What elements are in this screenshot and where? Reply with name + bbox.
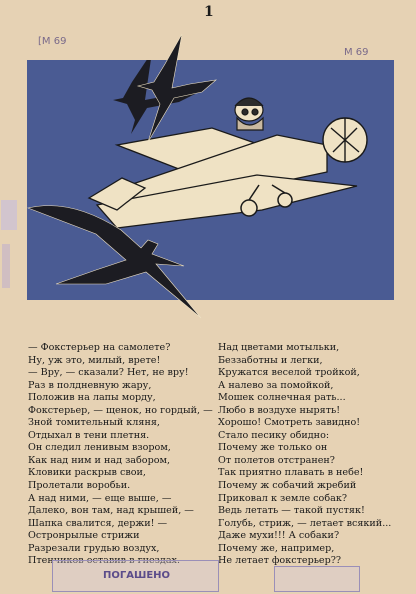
library-stamp-left bbox=[52, 560, 219, 592]
poem-line: Беззаботны и легки, bbox=[218, 354, 323, 366]
poem-right-column bbox=[218, 342, 404, 568]
poem-line: Шапка свалится, держи! — bbox=[28, 517, 168, 529]
poem-line: Мошек солнечная рать... bbox=[218, 392, 346, 404]
poem-line: Ведь летать — такой пустяк! bbox=[218, 505, 365, 517]
poem-line: Почему же только он bbox=[218, 442, 328, 454]
poem-line: Как над ним и над забором, bbox=[28, 454, 171, 466]
poem-line: Далеко, вон там, над крышей, — bbox=[28, 505, 194, 517]
swallow-lower-icon bbox=[26, 200, 216, 320]
poem-line: Так приятно плавать в небе! bbox=[218, 467, 364, 479]
poem-line: Почему ж собачий жребий bbox=[218, 480, 357, 492]
poem-left-column bbox=[28, 342, 214, 568]
poem-line: Птенчиков оставив в гнездах. bbox=[28, 555, 180, 567]
swallow-upper-icon bbox=[120, 32, 220, 152]
poem-line: Разрезали грудью воздух, bbox=[28, 542, 160, 554]
poem-line: Приковал к земле собак? bbox=[218, 492, 347, 504]
poem-line: — Фокстерьер на самолете? bbox=[28, 342, 171, 353]
library-stamp-right bbox=[274, 566, 360, 592]
handwritten-note-left: [M 69 bbox=[38, 36, 67, 47]
pilot-dog bbox=[235, 98, 263, 130]
poem-line: Положив на лапы морду, bbox=[28, 392, 156, 404]
handwritten-note-right: M 69 bbox=[344, 47, 369, 58]
poem-line: Отдыхал в тени плетня. bbox=[28, 429, 150, 441]
poem-line: Кловики раскрыв свои, bbox=[28, 467, 146, 479]
page-number: 1 bbox=[204, 4, 214, 20]
plane-propeller bbox=[323, 118, 367, 162]
poem-line: Стало песику обидно: bbox=[218, 429, 330, 441]
poem-line: Пролетали воробьи. bbox=[28, 480, 131, 492]
poem-line: А налево за помойкой, bbox=[218, 379, 334, 391]
poem-line: Голубь, стриж, — летает всякий... bbox=[218, 517, 392, 529]
poem-line: Он следил ленивым взором, bbox=[28, 442, 171, 454]
poem-line: От полетов отстранен? bbox=[218, 454, 335, 466]
poem-line: Над цветами мотыльки, bbox=[218, 342, 340, 353]
poem-line: Даже мухи!!! А собаки? bbox=[218, 530, 340, 542]
poem-line: Почему же, например, bbox=[218, 542, 335, 554]
poem-line: Раз в полдневную жару, bbox=[28, 379, 152, 391]
poem-line: Любо в воздухе нырять! bbox=[218, 404, 341, 416]
poem-line: А над ними, — еще выше, — bbox=[28, 492, 172, 504]
poem-line: Хорошо! Смотреть завидно! bbox=[218, 417, 361, 429]
cancelled-stamp-text: ПОГАШЕНО bbox=[103, 570, 171, 581]
poem-line: Остронрылые стрижи bbox=[28, 530, 140, 542]
poem-line: Кружатся веселой тройкой, bbox=[218, 367, 360, 379]
poem-line: Зной томительный кляня, bbox=[28, 417, 160, 429]
poem-line: Ну, уж это, милый, врете! bbox=[28, 354, 161, 366]
poem-line: Фокстерьер, — щенок, но гордый, — bbox=[28, 404, 213, 416]
poem-line: — Вру, — сказали? Нет, не вру! bbox=[28, 367, 189, 379]
poem-line: Не летает фокстерьер?? bbox=[218, 555, 342, 567]
spine-stamp bbox=[0, 200, 20, 290]
